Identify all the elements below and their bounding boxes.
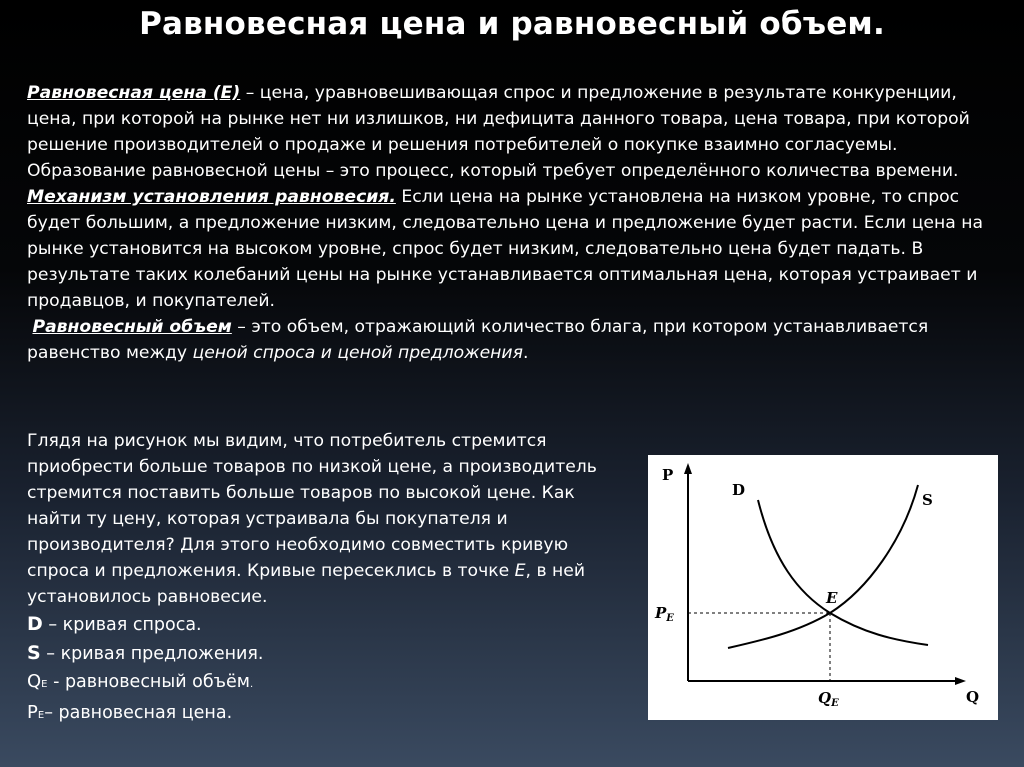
text-equilibrium-volume-2: . — [522, 343, 529, 363]
paragraph-figure-explanation — [27, 428, 607, 610]
main-text — [27, 80, 1002, 366]
supply-demand-figure — [648, 455, 998, 720]
legend-volume-dot: . — [249, 679, 254, 690]
text-equilibrium-volume-italic: ценой спроса и ценой предложения — [192, 343, 523, 363]
paragraph-mechanism — [27, 184, 1002, 314]
demand-label: D — [732, 481, 746, 499]
text-equilibrium-price: – цена, уравновешивающая спрос и предложение в результате конкуренции, цена, при которой на рынке нет ни излишков, ни дефицита данного товара, цена товара, при которой решение производителей о продаже и решения потребителей о покупке взаимно согласуемы. Образование равновесной цены – это процесс, который требует определённого количества времени. — [27, 83, 970, 181]
term-equilibrium-volume: Равновесный объем — [32, 317, 232, 337]
legend-volume-symbol: Q — [27, 671, 42, 692]
q-axis-label: Q — [966, 688, 980, 706]
explanation-text-2: , в ней установилось равновесие. — [27, 561, 586, 607]
term-mechanism: Механизм установления равновесия. — [27, 187, 396, 207]
legend-volume-subscript: E — [41, 679, 48, 690]
supply-label: S — [922, 491, 933, 509]
pe-label-subscript: E — [666, 613, 674, 624]
legend-supply-text: – кривая предложения. — [40, 644, 264, 664]
p-axis-label: P — [662, 466, 674, 484]
legend-volume — [27, 668, 607, 699]
legend-price-symbol: P — [27, 702, 38, 723]
legend-price — [27, 699, 607, 730]
legend-price-subscript: E — [37, 710, 45, 721]
qe-label-subscript: E — [831, 698, 839, 709]
explanation-point: Е — [514, 561, 526, 581]
paragraph-equilibrium-price — [27, 80, 1002, 184]
legend-volume-text: - равновесный объём — [47, 672, 250, 692]
explanation-text-1: Глядя на рисунок мы видим, что потребитель стремится приобрести больше товаров по низкой цене, а производитель стремится поставить больше товаров по высокой цене. Как найти ту цену, которая устраивала бы покупателя и производителя? Для этого необходимо совместить кривую спроса и предложения. Кривые пересеклись в точке — [27, 431, 597, 581]
paragraph-equilibrium-volume — [27, 314, 1002, 366]
pe-label — [654, 604, 674, 624]
term-equilibrium-price: Равновесная цена (Е) — [27, 83, 241, 103]
legend-demand — [27, 610, 607, 639]
demand-curve — [758, 500, 928, 645]
legend-supply — [27, 639, 607, 668]
legend-price-text: – равновесная цена. — [44, 703, 233, 723]
legend-supply-symbol: S — [27, 642, 41, 664]
equilibrium-point-label: E — [826, 589, 838, 607]
lower-text — [27, 428, 607, 730]
text-mechanism: Если цена на рынке установлена на низком уровне, то спрос будет большим, а предложение низким, следовательно цена и предложение будет расти. Если цена на рынке установится на высоком уровне, спрос будет низким, следовательно цена будет падать. В результате таких колебаний цены на рынке устанавливается оптимальная цена, которая устраивает и продавцов, и покупателей. — [27, 187, 983, 311]
supply-curve — [728, 485, 918, 648]
qe-label-main: Q — [818, 689, 832, 707]
text-equilibrium-volume-1: – это объем, отражающий количество блага, при котором устанавливается равенство между — [27, 317, 929, 363]
pe-label-main: P — [655, 604, 667, 622]
slide-title: Равновесная цена и равновесный объем. — [139, 6, 885, 42]
supply-demand-diagram — [648, 455, 998, 720]
legend-demand-symbol: D — [27, 613, 43, 635]
p-axis-arrow — [684, 463, 692, 474]
legend-demand-text: – кривая спроса. — [42, 615, 202, 635]
q-axis-arrow — [955, 677, 966, 685]
qe-label — [818, 689, 839, 709]
